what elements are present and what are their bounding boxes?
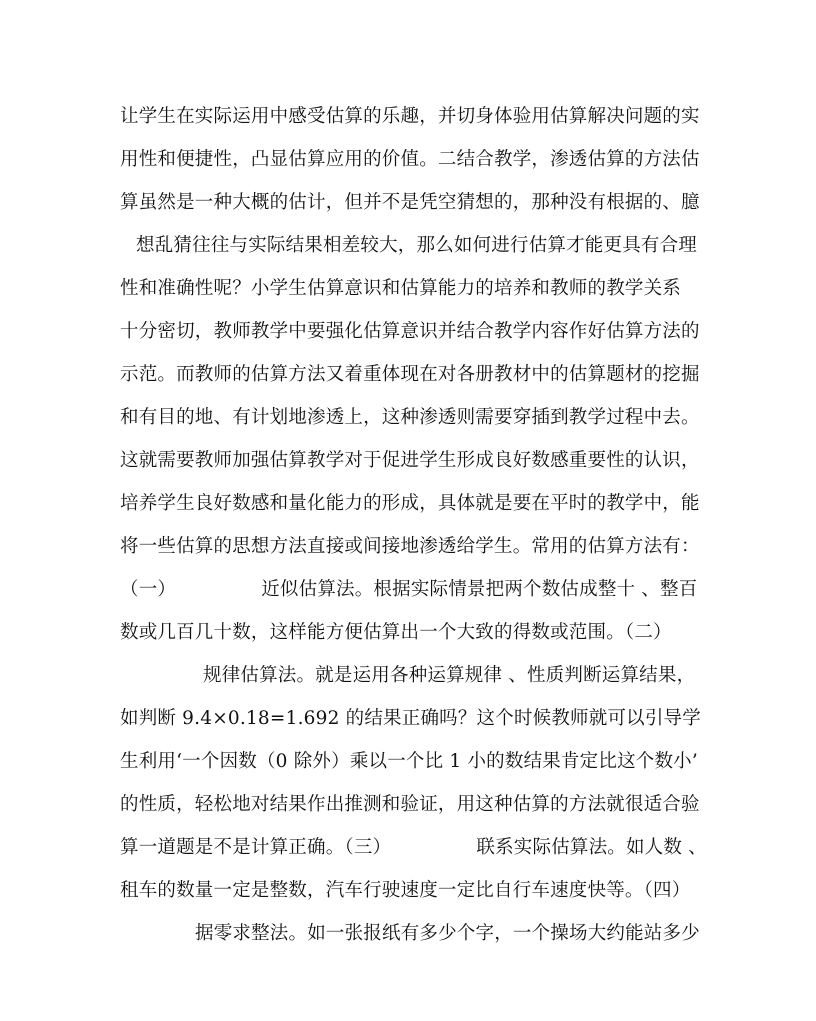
paragraph-line-3: 算虽然是一种大概的估计，但并不是凭空猜想的，那种没有根据的、臆 [120,192,700,213]
paragraph-line-11: 将一些估算的思想方法直接或间接地渗透给学生。常用的估算方法有： [120,536,700,557]
paragraph-line-9: 这就需要教师加强估算教学对于促进学生形成良好数感重要性的认识， [120,450,700,471]
paragraph-line-6: 十分密切，教师教学中要强化估算意识并结合教学内容作好估算方法的 [120,321,700,342]
paragraph-line-8: 和有目的地、有计划地渗透上，这种渗透则需要穿插到教学过程中去。 [120,407,700,428]
paragraph-line-5: 性和准确性呢？小学生估算意识和估算能力的培养和教师的教学关系 [120,278,682,299]
paragraph-line-12: （一） 近似估算法。根据实际情景把两个数估成整十 、整百 [120,579,698,600]
paragraph-line-4: 想乱猜往往与实际结果相差较大，那么如何进行估算才能更具有合理 [136,235,698,256]
paragraph-line-13: 数或几百几十数，这样能方便估算出一个大致的得数或范围。（二） [120,622,672,643]
paragraph-line-1: 让学生在实际运用中感受估算的乐趣，并切身体验用估算解决问题的实 [120,106,700,127]
paragraph-line-18: 算一道题是不是计算正确。（三） 联系实际估算法。如人数 、 [120,837,707,858]
paragraph-line-2: 用性和便捷性，凸显估算应用的价值。二结合教学，渗透估算的方法估 [120,149,700,170]
paragraph-line-7: 示范。而教师的估算方法又着重体现在对各册教材中的估算题材的挖掘 [120,364,700,385]
paragraph-line-16: 生利用‘一个因数（0 除外）乘以一个比 1 小的数结果肯定比这个数小’ [120,751,698,772]
paragraph-line-19: 租车的数量一定是整数，汽车行驶速度一定比自行车速度快等。（四） [120,880,691,901]
paragraph-line-15: 如判断 9.4×0.18=1.692 的结果正确吗？这个时候教师就可以引导学 [120,708,701,729]
paragraph-line-10: 培养学生良好数感和量化能力的形成，具体就是要在平时的教学中，能 [120,493,700,514]
paragraph-line-20: 据零求整法。如一张报纸有多少个字，一个操场大约能站多少 [195,923,700,944]
paragraph-line-14: 规律估算法。就是运用各种运算规律 、性质判断运算结果， [203,665,696,686]
paragraph-line-17: 的性质，轻松地对结果作出推测和验证，用这种估算的方法就很适合验 [120,794,700,815]
